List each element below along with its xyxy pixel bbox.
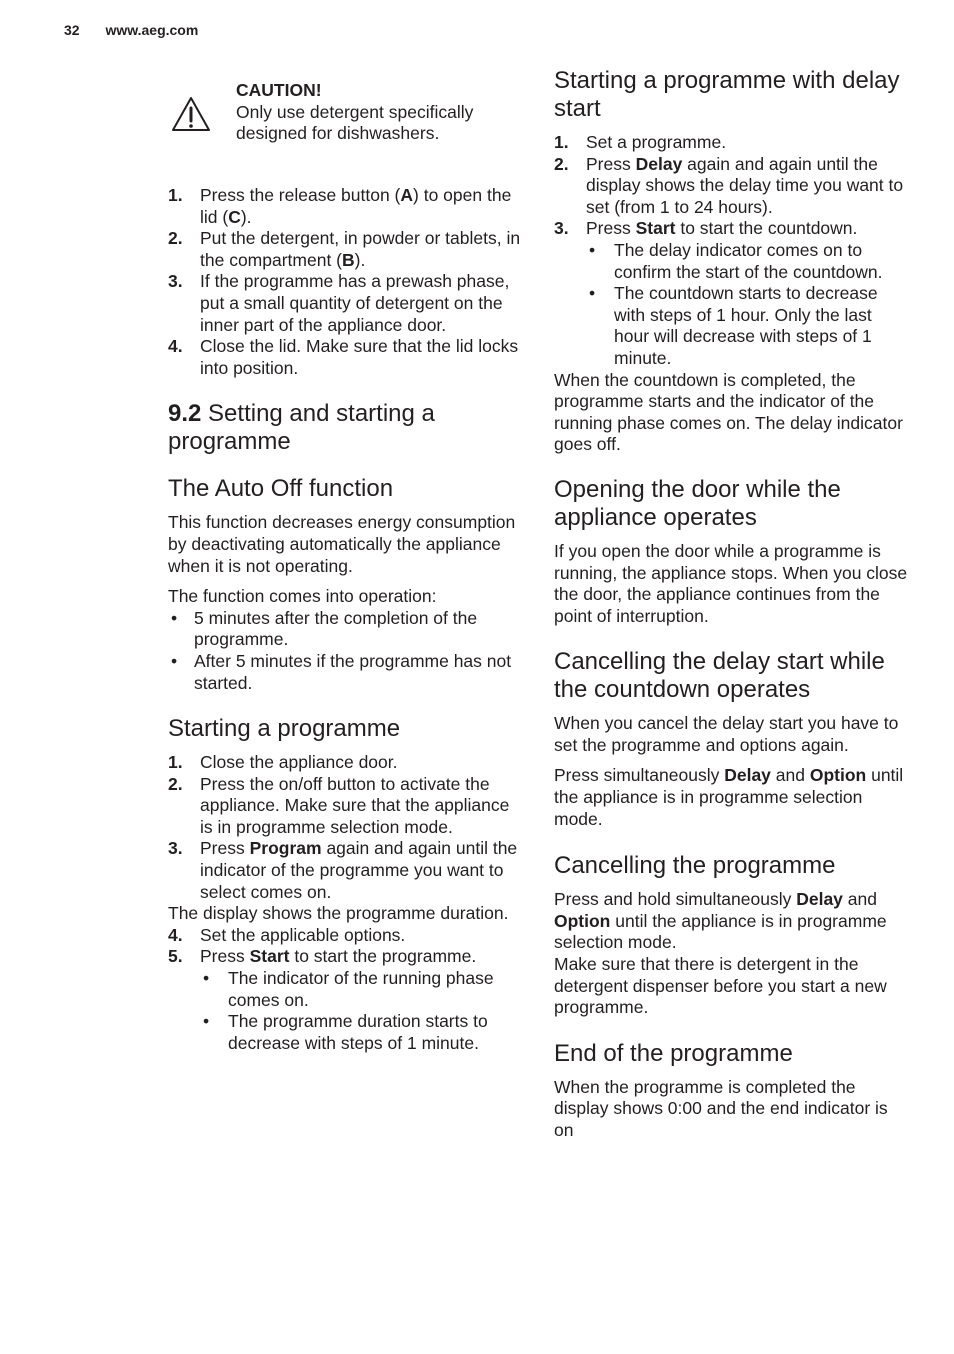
program-key: Program: [249, 838, 322, 859]
list-item: [168, 838, 524, 903]
step-number: 4.: [168, 336, 183, 357]
door-open-heading: Opening the door while the appliance operates: [554, 475, 841, 531]
bullet-icon: •: [203, 1011, 210, 1032]
display-note: The display shows the programme duration.: [168, 903, 509, 924]
bullet-icon: •: [171, 607, 178, 628]
delay-key: Delay: [724, 765, 771, 786]
step-number: 1.: [554, 132, 569, 152]
step-text: Press: [586, 153, 636, 174]
step-text: Press: [200, 946, 250, 967]
step-number: 2.: [554, 153, 569, 174]
caution-text: Only use detergent specifically designed for dishwashers.: [236, 101, 474, 144]
list-item: [168, 946, 524, 968]
bullet-icon: •: [171, 650, 178, 671]
cancel-delay-instruction: [554, 765, 910, 830]
bullet-text: After 5 minutes if the programme has not started.: [194, 650, 512, 693]
cancel-delay-text: When you cancel the delay start you have to set the programme and options again.: [554, 713, 899, 755]
step-text: Close the lid. Make sure that the lid locks into position.: [200, 336, 519, 378]
label-a: A: [400, 185, 414, 205]
bullet-text: 5 minutes after the completion of the programme.: [194, 607, 478, 650]
caution-title: CAUTION!: [236, 80, 322, 100]
starting-steps: [168, 752, 524, 903]
text-run: until the appliance is in programme selection mode.: [554, 910, 887, 953]
auto-off-intro: This function decreases energy consumption by deactivating automatically the appliance when it is not operating.: [168, 512, 516, 576]
delay-sub-bullets: [586, 240, 910, 370]
bullet-text: The indicator of the running phase comes on.: [228, 968, 494, 1010]
auto-off-bullets: [168, 608, 524, 694]
step-text: again and again until the indicator of the programme you want to select comes on.: [200, 838, 518, 902]
step-number: 3.: [554, 218, 569, 239]
delay-key: Delay: [796, 889, 843, 910]
bullet-text: The countdown starts to decrease with steps of 1 hour. Only the last hour will decrease with steps of 1 minute.: [614, 283, 878, 368]
list-item: [168, 774, 524, 839]
caution-box: [168, 80, 524, 168]
option-key: Option: [809, 765, 867, 786]
step-number: 1.: [168, 752, 183, 773]
step-text: to start the programme.: [289, 946, 477, 967]
cancel-programme-instruction: [554, 889, 910, 954]
list-item: [586, 283, 910, 369]
bullet-icon: •: [589, 239, 596, 260]
text-run: until the appliance is in programme selection mode.: [554, 765, 904, 829]
step-text: Press the release button (: [200, 185, 401, 205]
left-column: [168, 66, 524, 1054]
website-url: www.aeg.com: [105, 22, 199, 38]
end-heading: End of the programme: [554, 1039, 793, 1067]
list-item: [168, 608, 524, 651]
bullet-icon: •: [203, 968, 210, 989]
list-item: [200, 968, 524, 1011]
detergent-steps: [168, 185, 524, 379]
step-text: Press: [586, 218, 636, 239]
list-item: [200, 1011, 524, 1054]
end-text: When the programme is completed the display shows 0:00 and the end indicator is on: [554, 1076, 888, 1140]
page-header: [64, 22, 198, 38]
bullet-text: The delay indicator comes on to confirm the start of the countdown.: [614, 239, 883, 282]
section-title: Setting and starting a programme: [168, 400, 435, 456]
countdown-complete-text: When the countdown is completed, the programme starts and the indicator of the running phase comes on. The delay indicator goes off.: [554, 369, 903, 455]
bullet-text: The programme duration starts to decrease with steps of 1 minute.: [228, 1011, 488, 1053]
list-item: [168, 752, 524, 774]
step-number: 5.: [168, 946, 183, 967]
step-text: to start the countdown.: [675, 218, 858, 239]
list-item: [586, 240, 910, 283]
step-text: Close the appliance door.: [200, 752, 398, 773]
cancel-delay-heading: Cancelling the delay start while the countdown operates: [554, 648, 885, 704]
step-text: Set a programme.: [586, 132, 727, 152]
text-run: Press and hold simultaneously: [554, 889, 797, 910]
step-text: ).: [240, 206, 252, 227]
warning-triangle-icon: [171, 96, 211, 132]
label-b: B: [342, 249, 355, 270]
list-item: [554, 154, 910, 219]
bullet-icon: •: [589, 283, 596, 304]
step-text: If the programme has a prewash phase, put a small quantity of detergent on the inner part of the appliance door.: [200, 271, 510, 335]
step-text: ) to open the lid (: [200, 185, 512, 227]
door-open-text: If you open the door while a programme is running, the appliance stops. When you close the door, the appliance continues from the point of interruption.: [554, 540, 908, 626]
step-number: 4.: [168, 924, 183, 945]
cancel-programme-heading: Cancelling the programme: [554, 852, 836, 880]
list-item: [168, 651, 524, 694]
step-number: 2.: [168, 228, 183, 249]
section-number: 9.2: [168, 400, 202, 428]
text-run: and: [842, 889, 877, 910]
step-number: 3.: [168, 271, 183, 292]
text-run: Press simultaneously: [554, 765, 725, 786]
auto-off-heading: The Auto Off function: [168, 475, 394, 503]
delay-key: Delay: [635, 153, 683, 174]
step-number: 1.: [168, 185, 183, 205]
start-key: Start: [635, 218, 676, 239]
starting-steps-cont: [168, 925, 524, 968]
starting-heading: Starting a programme: [168, 715, 401, 743]
list-item: [168, 185, 524, 228]
list-item: [168, 228, 524, 271]
step-text: again and again until the display shows the delay time you want to set (from 1 to 24 hours).: [586, 153, 904, 217]
list-item: [168, 336, 524, 379]
start-key: Start: [249, 946, 290, 967]
label-c: C: [228, 206, 241, 227]
step-number: 2.: [168, 773, 183, 794]
right-column: [554, 66, 910, 1142]
option-key: Option: [554, 910, 611, 931]
step-text: Press the on/off button to activate the appliance. Make sure that the appliance is in programme selection mode.: [200, 773, 510, 837]
section-heading: [168, 400, 524, 456]
starting-sub-bullets: [200, 968, 524, 1054]
step-number: 3.: [168, 838, 183, 859]
text-run: and: [770, 765, 810, 786]
list-item: [554, 218, 910, 240]
cancel-programme-note: Make sure that there is detergent in the detergent dispenser before you start a new programme.: [554, 954, 887, 1018]
delay-start-heading: Starting a programme with delay start: [554, 67, 900, 122]
page-number: 32: [64, 22, 80, 38]
delay-steps: [554, 132, 910, 240]
list-item: [168, 271, 524, 336]
step-text: Set the applicable options.: [200, 924, 406, 945]
list-item: [168, 925, 524, 947]
step-text: Press: [200, 838, 250, 859]
step-text: Put the detergent, in powder or tablets, in the compartment (: [200, 228, 521, 270]
step-text: ).: [354, 249, 366, 270]
auto-off-lead: The function comes into operation:: [168, 586, 437, 607]
list-item: [554, 132, 910, 154]
